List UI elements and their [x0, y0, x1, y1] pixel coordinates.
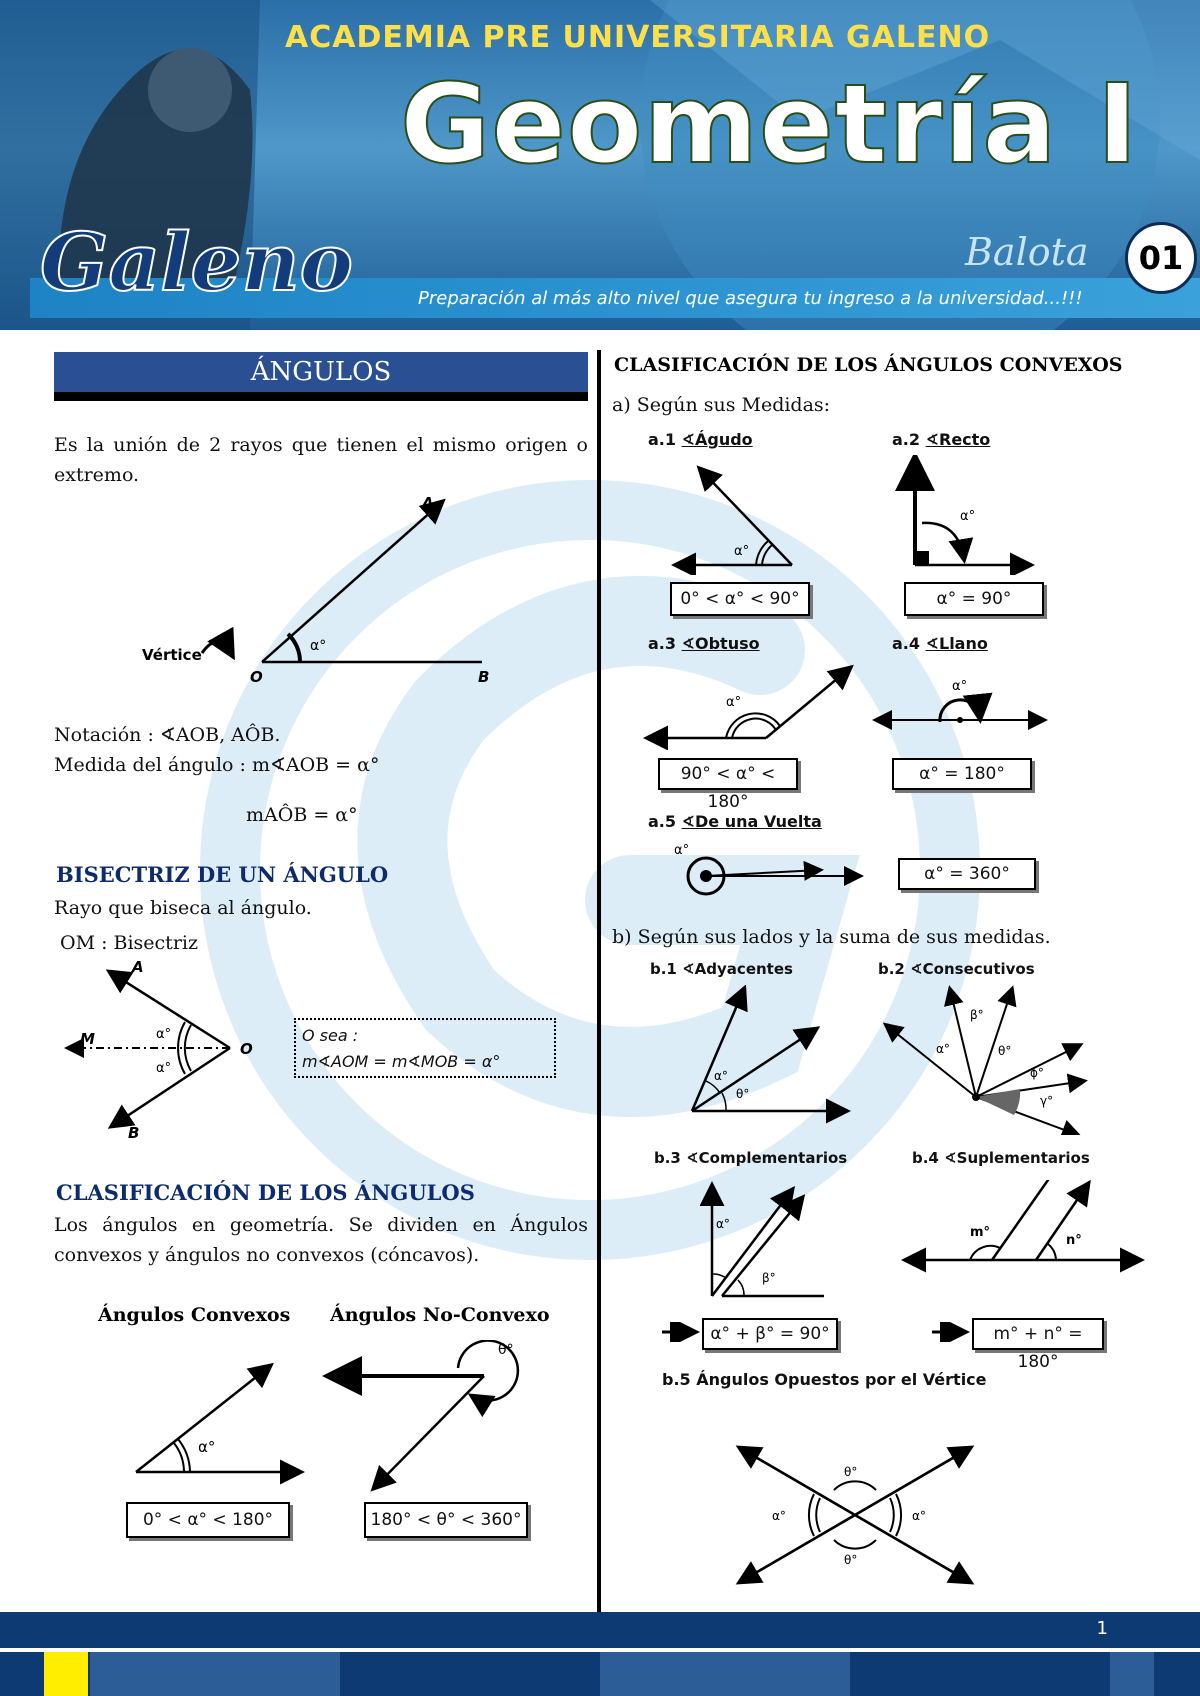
acute-range-box: 0° < α° < 90° [670, 582, 810, 616]
slogan-text: Preparación al más alto nivel que asegura tu ingreso a la universidad...!!! [418, 288, 1083, 309]
classification-heading: CLASIFICACIÓN DE LOS ÁNGULOS [56, 1180, 475, 1205]
complementary-box: α° + β° = 90° [702, 1318, 838, 1350]
right-angle-box: α° = 90° [904, 582, 1044, 616]
adjacent-label: b.1 ∢Adyacentes [650, 960, 793, 978]
label-b: B [128, 1124, 140, 1140]
svg-text:α°: α° [936, 1042, 950, 1056]
page-number: 1 [1096, 1618, 1108, 1639]
page-title: Geometría I [400, 60, 1139, 188]
ray-ob [112, 1048, 230, 1126]
full-turn-figure [670, 840, 870, 900]
svg-text:α°: α° [714, 1069, 728, 1083]
obtuse-straight-figures [640, 660, 1060, 750]
by-measure-title: a) Según sus Medidas: [612, 394, 831, 416]
brand-logo: Galeno [40, 215, 353, 309]
svg-text:α°: α° [734, 544, 750, 559]
angle-figure [130, 490, 510, 690]
full-turn-label: a.5 ∢De una Vuelta [648, 812, 822, 831]
convex-alpha: α° [198, 1438, 216, 1456]
svg-text:n°: n° [1066, 1233, 1082, 1248]
svg-text:θ°: θ° [998, 1044, 1012, 1058]
obtuse-label: a.3 ∢Obtuso [648, 634, 760, 653]
supplementary-box: m° + n° = 180° [972, 1318, 1104, 1350]
osea-box [294, 1018, 556, 1078]
measure-text: Medida del ángulo : m∢AOB = α° [54, 754, 380, 776]
header-banner [0, 0, 1200, 330]
angle-arc [288, 634, 300, 662]
adjacent-consecutive-figures [680, 985, 1100, 1135]
right-angle-label: a.2 ∢Recto [892, 430, 991, 449]
svg-text:α°: α° [716, 1217, 730, 1231]
straight-label: a.4 ∢Llano [892, 634, 988, 653]
svg-text:α°: α° [772, 1509, 786, 1523]
label-alpha-1: α° [156, 1027, 172, 1042]
svg-text:ϕ°: ϕ° [1030, 1066, 1044, 1080]
convex-range-box: 0° < α° < 180° [126, 1502, 290, 1538]
convex-classification-heading: CLASIFICACIÓN DE LOS ÁNGULOS CONVEXOS [614, 354, 1123, 376]
supplementary-label: b.4 ∢Suplementarios [912, 1149, 1090, 1167]
label-a: A [422, 494, 434, 512]
consecutive-rays [886, 989, 1084, 1135]
label-b: B [478, 668, 490, 686]
convex-nonconvex-figure [120, 1340, 560, 1500]
obtuse-range-box: 90° < α° < 180° [658, 758, 798, 790]
vertex-arrow-icon [202, 642, 232, 655]
balota-label: Balota [965, 230, 1089, 274]
vertical-angles-figure [730, 1440, 980, 1590]
svg-text:α°: α° [726, 695, 742, 710]
label-m: M [80, 1030, 95, 1048]
svg-text:β°: β° [970, 1008, 984, 1022]
svg-text:α°: α° [952, 679, 968, 694]
footer-bar [0, 1612, 1200, 1696]
academy-name: ACADEMIA PRE UNIVERSITARIA GALENO [285, 20, 991, 55]
svg-text:m°: m° [970, 1225, 991, 1240]
straight-angle-box: α° = 180° [892, 758, 1032, 790]
definition-text: Es la unión de 2 rayos que tienen el mismo origen o extremo. [54, 434, 588, 486]
label-a: A [132, 960, 144, 976]
svg-text:α°: α° [912, 1509, 926, 1523]
complementary-supplementary-figures [700, 1180, 1150, 1300]
balota-number-badge: 01 [1125, 222, 1197, 294]
arrow-right-icon [660, 1322, 700, 1342]
acute-label: a.1 ∢Águdo [648, 430, 753, 449]
bisector-om: OM : Bisectriz [60, 932, 198, 954]
column-divider [597, 350, 601, 1612]
svg-text:β°: β° [762, 1271, 776, 1285]
label-o: O [240, 1040, 253, 1058]
section-title-band: ÁNGULOS [54, 352, 588, 401]
classification-text: Los ángulos en geometría. Se dividen en Ángulos convexos y ángulos no convexos (cóncavos). [54, 1214, 588, 1266]
by-sides-title: b) Según sus lados y la suma de sus medidas. [612, 926, 1051, 948]
measure-alt-text: mAÔB = α° [246, 804, 358, 826]
bisector-heading: BISECTRIZ DE UN ÁNGULO [56, 862, 389, 887]
bisector-definition: Rayo que biseca al ángulo. [54, 897, 312, 919]
notation-text: Notación : ∢AOB, AÔB. [54, 724, 281, 746]
nonconvex-title: Ángulos No-Convexo [330, 1304, 550, 1326]
svg-text:α°: α° [674, 843, 690, 858]
consecutive-label: b.2 ∢Consecutivos [878, 960, 1035, 978]
svg-text:θ°: θ° [844, 1465, 858, 1479]
bisector-figure [60, 960, 280, 1140]
footer-yellow-block [44, 1652, 88, 1696]
complementary-label: b.3 ∢Complementarios [654, 1149, 848, 1167]
full-turn-box: α° = 360° [898, 858, 1036, 890]
svg-text:θ°: θ° [844, 1553, 858, 1567]
vertical-angles-label: b.5 Ángulos Opuestos por el Vértice [662, 1370, 987, 1389]
svg-text:γ°: γ° [1040, 1094, 1054, 1108]
arrow-right-icon [930, 1322, 970, 1342]
nonconvex-theta: θ° [498, 1342, 514, 1358]
nonconvex-range-box: 180° < θ° < 360° [364, 1502, 528, 1538]
osea-formula: m∢AOM = m∢MOB = α° [302, 1052, 501, 1071]
ray-oa [262, 502, 442, 662]
svg-text:α°: α° [960, 509, 976, 524]
label-alpha-2: α° [156, 1061, 172, 1076]
label-o: O [250, 668, 263, 686]
acute-right-figures [660, 455, 1060, 575]
svg-text:θ°: θ° [736, 1087, 750, 1101]
osea-title: O sea : [302, 1026, 359, 1045]
label-vertice: Vértice [142, 646, 202, 664]
convex-title: Ángulos Convexos [98, 1304, 291, 1326]
label-alpha: α° [310, 638, 327, 654]
